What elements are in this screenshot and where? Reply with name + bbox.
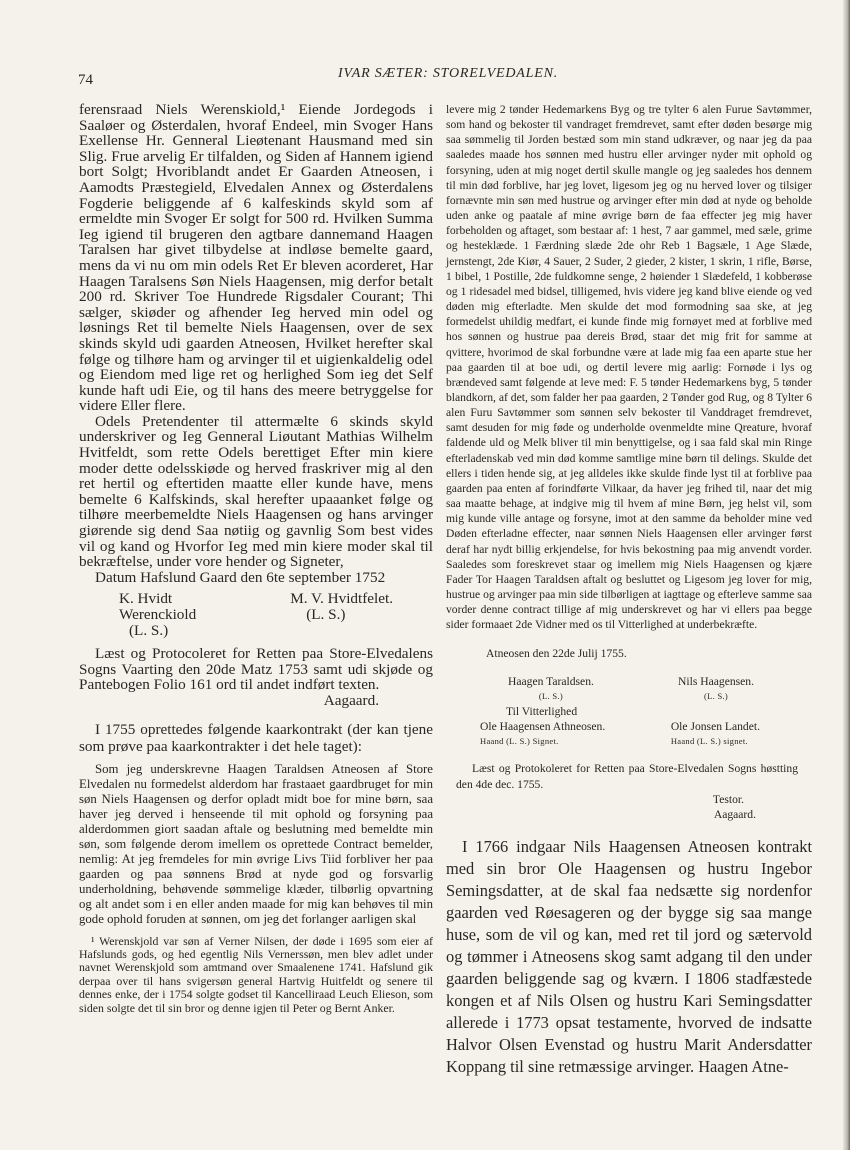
signature-hvidt [119,591,196,638]
deed-paragraph-1: ferensraad Niels Werenskiold,¹ Eiende Jordegods i Saaløer og Østerdalen, hvoraf Endeel, min Svoger Hans Exellense Hr. Genneral Lieøtenant Hausmand med sin Slig. Frue arvelig Er tilfalden, og Siden af Hannem igiend bort Solgt; Hvoriblandt andet Er Gaarden Atneosen, i Aamodts Præstegield, Elvedalen Annex og Østerdalens Fogderie beliggende af 6 kalfeskinds skyld som af ermeldte min Svoger Er solgt for 500 rd. Hvilken Summa Ieg igiend til brugeren den agtbare dannemand Haagen Taralsen har givet tilbydelse at indløse bemelte gaard, mens da vi nu om min odels Ret Er bleven acorderet, Har Haagen Taralsens Søn Niels Haagensen, mig derfor betalt 200 rd. Skriver Toe Hundrede Rigsdaler Courant; Thi sælger, skiøder og afhender Ieg herved min odel og løsnings Ret til bemelte Niels Haagensen, over de sex skinds skyld udi gaarden Atneosen, Hvilket herefter skal følge og tilhøre ham og arvinger til et uigienkaldelig odel og Eiendom med lige ret og herlighed Som ieg det Self kunde haft udi Eie, og til hans des meere betryggelse for videre Eller flere. [79,101,433,415]
signature-nils [678,674,754,704]
signature-hvidtfelet [290,591,393,638]
signature-haagen [508,674,594,704]
seal-mark: Haand (L. S.) signet. [670,736,748,747]
registration-signer: Aagaard. [713,807,756,821]
page-number: 74 [78,72,93,88]
page-edge-shadow [843,0,850,1150]
deed-dateline: Datum Hafslund Gaard den 6te september 1752 [95,568,386,586]
signer-name-cont: Werenckiold [119,606,197,623]
contract-registration: Læst og Protokoleret for Retten paa Store-Elvedalen Sogns høstting den 4de dec. 1755. [456,762,798,791]
testor-label: Testor. [712,792,744,806]
witness-name: Ole Jonsen Landet. [670,720,760,734]
contract-place-date: Atneosen den 22de Julij 1755. [486,647,627,661]
seal-mark: (L. S.) [129,621,169,639]
signer-name: M. V. Hvidtfelet. [290,590,393,608]
contract-text: Som jeg underskrevne Haagen Taraldsen Atneosen af Store Elvedalen nu formedelst alderdom har frastaaet gaardbruget for min søn Niels Haagensen og derfor opladt midt boe for mine børn, saa haver jeg derved i henseende til mit ophold og forsyning paa alderdommen giort saadan aftale og beslutning med bemeldte min søn, som følgende derom imellem os oprettede Contract bemelder, nemlig: At jeg fremdeles for min øvrige Livs Tiid forbliver her paa gaarden og paa sønnens Brød at nyde god og forsvarlig underholdning, behøvende sømmelige klæder, tilbørlig opvartning og alt andet som i en eller anden maade for mig kan behøves til min gode ophold foruden at sønnen, om jeg det forlanger aarligen skal [79,761,433,926]
intro-paragraph: I 1755 oprettedes følgende kaarkontrakt (der kan tjene som prøve paa kaarkontrakter i det hele taget): [79,720,433,756]
contract-continuation: levere mig 2 tønder Hedemarkens Byg og tre tylter 6 alen Furue Savtømmer, som hand og bekoster til vandraget fremdrevet, samt efter døden besørge mig saa sømmelig til Jorden bestæd som min stand udkræver, og naar jeg da paa saaledes maade hos sønnen med hustru eller arvinger nyder mit ophold og forsyning, uden at mig noget dertil skulle mangle og jeg saaledes hos dennem til min død forblive, har jeg lovet, ligesom jeg og nu herved lover og tilsiger fornævnte min søn med hustrue og arvinger efter min død at nyde og beholde uden anke og paatale af mine øvrige børn de faa effecter jeg mig haver forbeholden og aftaget, som bestaar af: 1 hest, 7 aar gammel, med sæle, grime og hesteklæde. 1 Færdning slæde 2de ohr Reb 1 Bagsæle, 1 Age Slæde, jernstengt, 2de Kiør, 4 Sauer, 2 Suder, 2 gieder, 2 kister, 1 skrin, 1 rifle, Børse, 1 bibel, 1 Postille, 2de fuldkomne senge, 2 høiender 1 Slædefeld, 1 kobberøse og 1 ridesadel med bidsel, tilligemed, hvis videre jeg kand blive eiende og ved døden mig efterladte. Men skulde det mod formodning saa ske, at jeg formedelst uhildig medfart, ei kunde finde mig fornøyet med at forblive med hos sønnen og hustrue paa dereis Brød, staar det mig frit for samme at qvittere, hvorimod de skal forbundne være at lade mig faa een aparte stue her paa gaarden til at boe udi, og dertil levere mig aarlig: Fornøde i lys og brændeved samt følgende at leve med: F. 5 tønder Hedemarkens byg, 5 tønder blandkorn, af det, som falder her paa gaarden, 2 Tønder god Rug, og 8 Tylter 6 alen Furu Savtømmer som sønnen selv bekoster til Vanddraget fremdrevet, samt desuden for mig føde og underholde ovenmeldte mine Qreature, hvoraf faldende uld og Melk bliver til min benyttigelse, og i saa fald skal min Ringe efterladenskab ved min død komme samtlige mine børn til delings. Skulde det ellers i tiden hende sig, at jeg alldeles ikke skulde finde lyst til at forblive paa gaarden paa enten af forindførte Vilkaar, da haver jeg frihed til, naar det mig saa maatte behage, at indgive mig til hvem af mine Børn, jeg helst vil, som mig kunde ville antage og forsyne, imot at den samme da beholder mine ved Døden efterladne effecter, naar sønnen Niels Haagensen eller arvinger først deraf har nydt billig erkjendelse, for hvis bekostning paa mig anvendt vorder. Saaledes som foreskrevet staar og imellem mig Niels Haagensen og kjære Fader Tor Haagen Taraldsen aftalt og besluttet og Ligesom jeg lover for mig, hustrue og arvinger paa min side tilbørligen at iagttage og efterleve samme saa vorder denne contract tillige af mig underskrevet og har vi ellers paa begge sider formaaet 2de Vidner med os til Vitterlighed at underbekræfte. [446,103,812,632]
seal-mark: Haand (L. S.) Signet. [480,736,559,747]
seal-mark: (L. S.) [538,690,563,701]
deed-signatures [79,585,433,638]
footnote: ¹ Werenskjold var søn af Verner Nilsen, der døde i 1695 som eier af Hafslunds gods, og hed egentlig Nils Vernerssøn, men blev adlet under navnet Werenskjold som amtmand over Smaalenene 1741. Hafslund gik derpaa over til hans svigersøn general Hartvig Huitfeldt og senere til dennes enke, der i 1754 solgte godset til Kancelliraad Leuch Elieson, som siden solgte det til sin bror og denne igjen til Peter og Bernt Anker. [79,933,433,1015]
closing-paragraph: I 1766 indgaar Nils Haagensen Atneosen kontrakt med sin bror Ole Haagensen og hustru Ingebor Semingsdatter, at de skal faa nedsætte sig nordenfor gaarden ved Røesageren og der bygge sig saa mange huse, som de vil og kan, med ret til jord og sætervold og tømmer i Atneosens skog samt adgang til den under gaarden beliggende sag og kværn. I 1806 stadfæstede kongen et af Nils Olsen og hustru Kari Semingsdatter allerede i 1773 opsat testamente, hvorved de indsatte Halvor Olsen Evenstad og hustru Marit Andersdatter Koppang til sine retmæssige arvinger. Haagen Atne- [446,837,812,1077]
right-column [446,102,812,1078]
signer-name: Haagen Taraldsen. [508,674,594,688]
running-header: IVAR SÆTER: STORELVEDALEN. [338,66,559,81]
deed-paragraph-2: Odels Pretendenter til attermælte 6 skinds skyld underskriver og Ieg Genneral Liøutant Mathias Wilhelm Hvitfeldt, som rette Odels berettiget Efter min kiere moder dette odelsskiøde og herved fraskriver mig al den ret hertil og eftertiden maatte eller kunde have, mens bemelte 6 Kalfskinds, skal herefter upaaanket følge og tilhøre meerbemeldte Niels Haagensen og hans arvinger giørende sig dend Saa nøtiig og gavnlig Som best vides vil og kand og Hvorfor Ieg med min kiere moder skal til bekræftelse, under vore hender og Signeter, [79,412,433,571]
witness-ole-jonsen [671,719,760,749]
left-column [79,102,433,1015]
witness-label: Til Vitterlighed [506,704,578,718]
witness-name: Ole Haagensen Athneosen. [480,720,606,734]
registration-paragraph: Læst og Protocoleret for Retten paa Store-Elvedalens Sogns Vaarting den 20de Matz 1753 samt udi skjøde og Pantebogen Folio 161 ord til andet indført texten. [79,645,433,694]
signer-name: K. Hvidt [119,590,173,608]
witness-ole-haagensen [480,719,605,749]
contract-signatures [446,674,812,704]
seal-mark: (L. S.) [306,606,346,623]
registration-signer: Aagaard. [323,691,379,709]
signer-name: Nils Haagensen. [678,674,754,688]
seal-mark: (L. S.) [703,690,729,701]
witness-signatures [446,719,812,749]
